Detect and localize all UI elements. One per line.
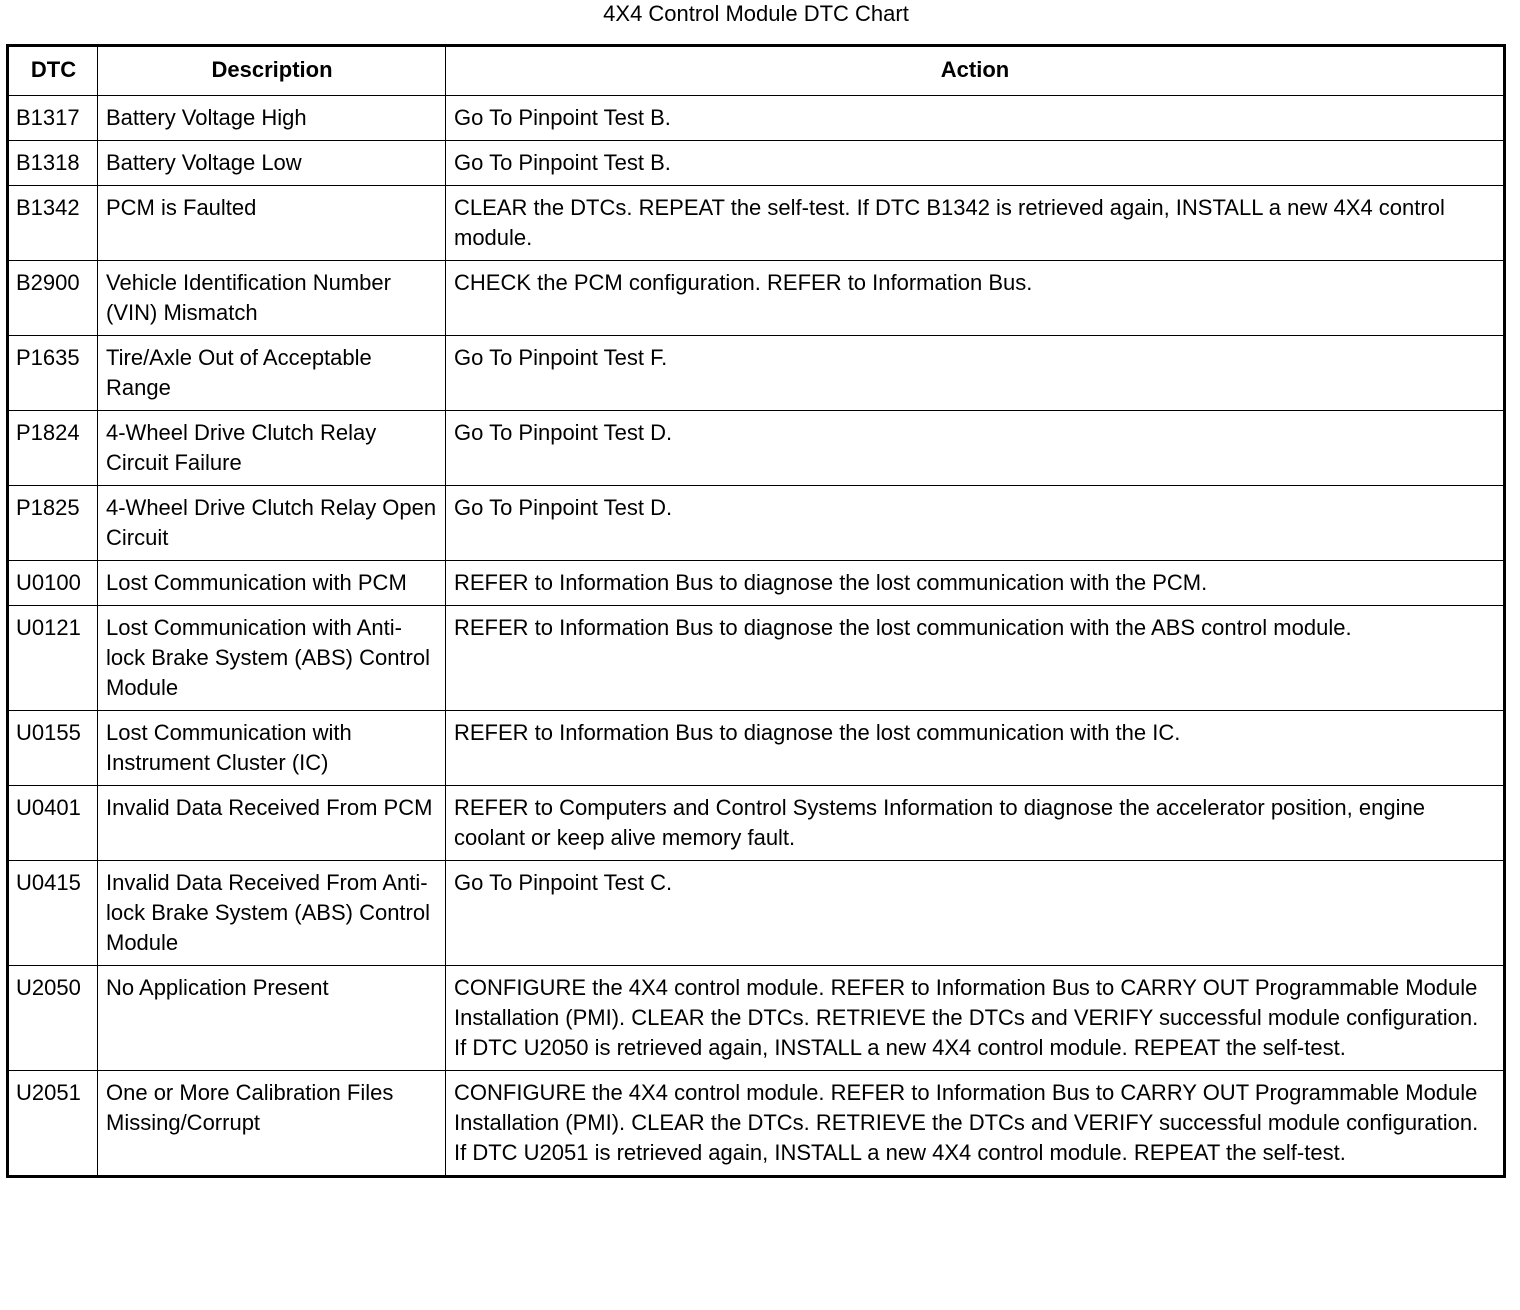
table-row [8, 336, 1505, 411]
action-cell: REFER to Information Bus to diagnose the lost communication with the PCM. [446, 561, 1505, 606]
action-cell: CLEAR the DTCs. REPEAT the self-test. If DTC B1342 is retrieved again, INSTALL a new 4X4 control module. [446, 186, 1505, 261]
description-cell: Battery Voltage High [98, 96, 446, 141]
column-header-action: Action [446, 46, 1505, 96]
dtc-code-cell: U2051 [8, 1071, 98, 1177]
action-cell: Go To Pinpoint Test D. [446, 411, 1505, 486]
column-header-description: Description [98, 46, 446, 96]
dtc-code-cell: P1825 [8, 486, 98, 561]
description-cell: Tire/Axle Out of Acceptable Range [98, 336, 446, 411]
table-row [8, 1071, 1505, 1177]
dtc-table [6, 44, 1506, 1178]
dtc-code-cell: U0100 [8, 561, 98, 606]
dtc-code-cell: B1317 [8, 96, 98, 141]
table-row [8, 261, 1505, 336]
action-cell: Go To Pinpoint Test B. [446, 141, 1505, 186]
description-cell: Vehicle Identification Number (VIN) Mismatch [98, 261, 446, 336]
description-cell: No Application Present [98, 966, 446, 1071]
action-cell: CHECK the PCM configuration. REFER to Information Bus. [446, 261, 1505, 336]
table-row [8, 186, 1505, 261]
dtc-code-cell: U0401 [8, 786, 98, 861]
table-row [8, 96, 1505, 141]
description-cell: Lost Communication with PCM [98, 561, 446, 606]
table-row [8, 606, 1505, 711]
dtc-code-cell: B2900 [8, 261, 98, 336]
description-cell: Invalid Data Received From PCM [98, 786, 446, 861]
action-cell: REFER to Computers and Control Systems Information to diagnose the accelerator position, engine coolant or keep alive memory fault. [446, 786, 1505, 861]
action-cell: REFER to Information Bus to diagnose the lost communication with the ABS control module. [446, 606, 1505, 711]
page-title: 4X4 Control Module DTC Chart [603, 1, 909, 26]
table-row [8, 486, 1505, 561]
table-row [8, 561, 1505, 606]
action-cell: Go To Pinpoint Test F. [446, 336, 1505, 411]
action-cell: Go To Pinpoint Test B. [446, 96, 1505, 141]
description-cell: Lost Communication with Instrument Cluster (IC) [98, 711, 446, 786]
table-row [8, 861, 1505, 966]
dtc-code-cell: U2050 [8, 966, 98, 1071]
table-row [8, 141, 1505, 186]
dtc-code-cell: B1318 [8, 141, 98, 186]
dtc-code-cell: U0415 [8, 861, 98, 966]
table-header-row [8, 46, 1505, 96]
dtc-code-cell: U0121 [8, 606, 98, 711]
description-cell: Lost Communication with Anti-lock Brake System (ABS) Control Module [98, 606, 446, 711]
description-cell: Battery Voltage Low [98, 141, 446, 186]
dtc-code-cell: P1635 [8, 336, 98, 411]
table-row [8, 786, 1505, 861]
dtc-code-cell: P1824 [8, 411, 98, 486]
action-cell: REFER to Information Bus to diagnose the lost communication with the IC. [446, 711, 1505, 786]
table-row [8, 711, 1505, 786]
description-cell: Invalid Data Received From Anti-lock Brake System (ABS) Control Module [98, 861, 446, 966]
table-row [8, 966, 1505, 1071]
description-cell: One or More Calibration Files Missing/Corrupt [98, 1071, 446, 1177]
action-cell: CONFIGURE the 4X4 control module. REFER to Information Bus to CARRY OUT Programmable Module Installation (PMI). CLEAR the DTCs. RETRIEVE the DTCs and VERIFY successful module configuration. If DTC U2050 is retrieved again, INSTALL a new 4X4 control module. REPEAT the self-test. [446, 966, 1505, 1071]
description-cell: 4-Wheel Drive Clutch Relay Circuit Failure [98, 411, 446, 486]
action-cell: Go To Pinpoint Test D. [446, 486, 1505, 561]
table-row [8, 411, 1505, 486]
action-cell: Go To Pinpoint Test C. [446, 861, 1505, 966]
dtc-code-cell: B1342 [8, 186, 98, 261]
dtc-code-cell: U0155 [8, 711, 98, 786]
action-cell: CONFIGURE the 4X4 control module. REFER to Information Bus to CARRY OUT Programmable Module Installation (PMI). CLEAR the DTCs. RETRIEVE the DTCs and VERIFY successful module configuration. If DTC U2051 is retrieved again, INSTALL a new 4X4 control module. REPEAT the self-test. [446, 1071, 1505, 1177]
description-cell: 4-Wheel Drive Clutch Relay Open Circuit [98, 486, 446, 561]
description-cell: PCM is Faulted [98, 186, 446, 261]
column-header-dtc: DTC [8, 46, 98, 96]
